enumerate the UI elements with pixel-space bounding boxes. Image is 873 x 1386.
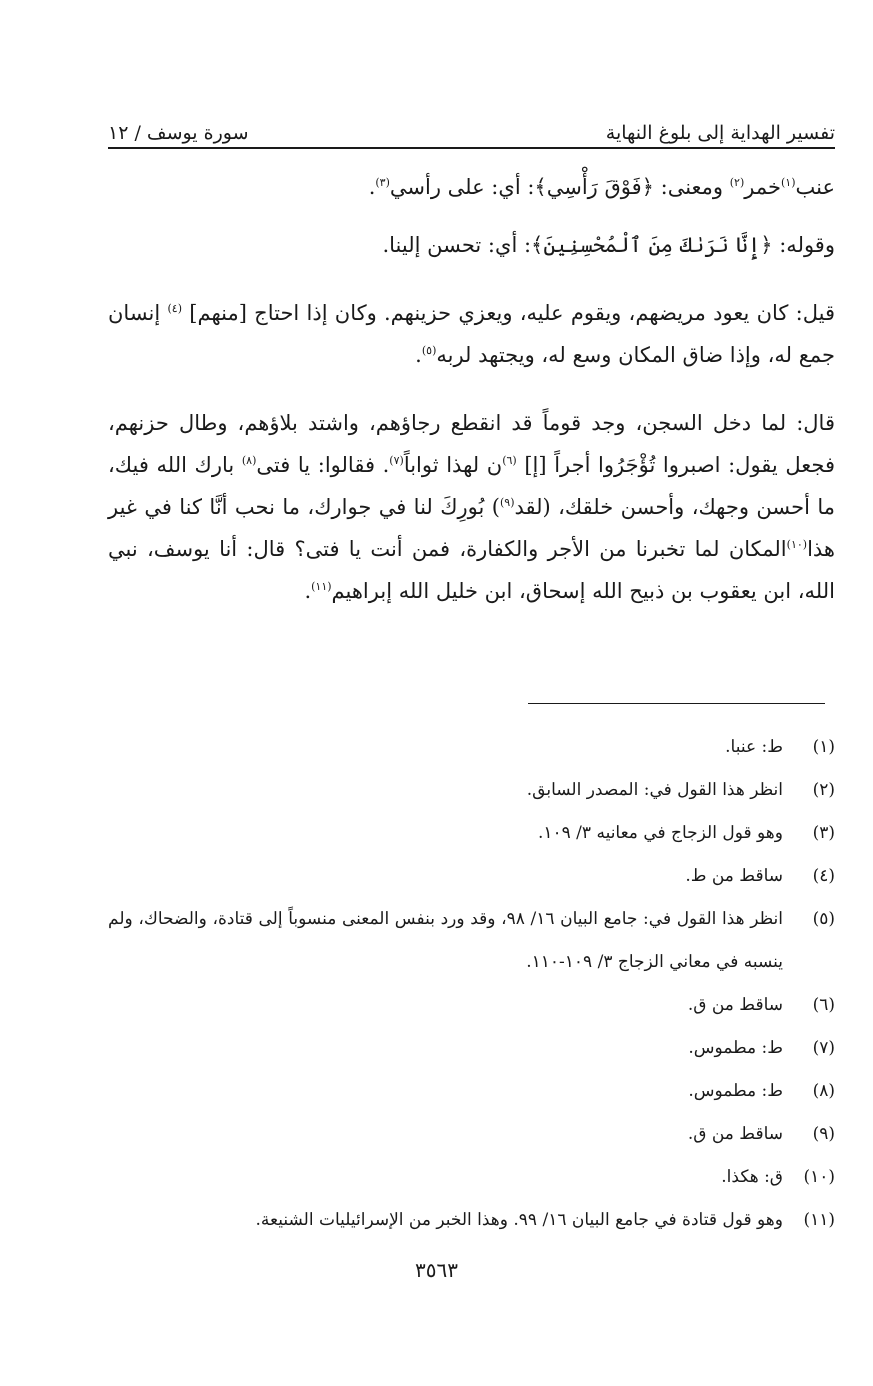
footnote <box>108 1113 835 1156</box>
footnote <box>108 769 835 812</box>
footnote <box>108 855 835 898</box>
footnote <box>108 726 835 769</box>
footnote <box>108 1156 835 1199</box>
footnote-ref: (١) <box>780 176 796 189</box>
footnote-number: (١) <box>812 737 835 757</box>
footnote-number: (٦) <box>812 995 835 1015</box>
footnote <box>108 1070 835 1113</box>
footnote-ref: (٢) <box>729 176 745 189</box>
running-header <box>108 104 835 144</box>
footnote-number: (١١) <box>803 1210 835 1230</box>
header-divider <box>108 147 835 149</box>
footnote-number: (١٠) <box>803 1167 835 1187</box>
footnote-text: انظر هذا القول في: المصدر السابق. <box>526 780 783 800</box>
footnote-ref: (٥) <box>421 344 437 357</box>
footnote-divider <box>528 703 825 704</box>
footnote-text: انظر هذا القول في: جامع البيان ١٦/ ٩٨، وقد ورد بنفس المعنى منسوباً إلى قتادة، والضحاك، ولم ينسبه في معاني الزجاج ٣/ ١٠٩-١١٠. <box>108 909 783 972</box>
footnote-ref: (٨) <box>241 454 257 467</box>
footnote-text: ط: مطموس. <box>688 1081 783 1101</box>
header-book-title: تفسير الهداية إلى بلوغ النهاية <box>605 122 835 144</box>
paragraph-3: قيل: كان يعود مريضهم، ويقوم عليه، ويعزي حزينهم. وكان إذا احتاج [منهم] $^{(٤)}$ إنسان جمع له، وإذا ضاق المكان وسع له، ويجتهد لربه$^{(٥)}$. <box>108 301 835 367</box>
footnote-ref: (٤) <box>167 302 183 315</box>
paragraph-4: قال: لما دخل السجن، وجد قوماً قد انقطع رجاؤهم، واشتد بلاؤهم، وطال حزنهم، فجعل يقول: اصبروا تُؤْجَرُوا أجراً [إ] $^{(٦)}$ن لهذا ثواباً$^{(٧)}$. فقالوا: يا فتى$^{(٨)}$ بارك الله فيك، ما أحسن وجهك، وأحسن خلقك، (لقد$^{(٩)}$) بُورِكَ لنا في جوارك، ما نحب أنَّا كنا في غير هذا$^{(١٠)}$المكان لما تخبرنا من الأجر والكفارة، فمن أنت يا فتى؟ قال: أنا يوسف، نبي الله، ابن يعقوب بن ذبيح الله إسحاق، ابن خليل الله إبراهيم$^{(١١)}$. <box>108 411 836 603</box>
footnote <box>108 1199 835 1242</box>
paragraph-2: وقوله: ﴿إِنَّا نَرَىٰكَ مِنَ ٱلْمُحْسِنِينَ﴾: أي: تحسن إلينا. <box>382 233 835 257</box>
page-number: ٣٥٦٣ <box>415 1258 458 1282</box>
footnote-number: (٨) <box>812 1081 835 1101</box>
main-text <box>108 166 835 612</box>
footnote-number: (٧) <box>812 1038 835 1058</box>
footnote <box>108 812 835 855</box>
header-surah-label: سورة يوسف / ١٢ <box>108 122 249 144</box>
paragraph-1: عنب$^{(١)}$خمر$^{(٢)}$ ومعنى: ﴿فَوْقَ رَأْسِي﴾: أي: على رأسي$^{(٣)}$. <box>368 175 835 199</box>
footnote-ref: (٦) <box>502 454 517 467</box>
footnote-ref: (١٠) <box>786 538 808 551</box>
footnote-text: وهو قول قتادة في جامع البيان ١٦/ ٩٩. وهذا الخبر من الإسرائيليات الشنيعة. <box>255 1210 783 1230</box>
footnote-number: (٣) <box>812 823 835 843</box>
footnote-ref: (٧) <box>389 454 404 467</box>
footnote-number: (٢) <box>812 780 835 800</box>
footnote-text: ساقط من ق. <box>687 995 783 1015</box>
footnote-ref: (٣) <box>375 176 390 189</box>
footnote-number: (٩) <box>812 1124 835 1144</box>
footnote <box>108 1027 835 1070</box>
footnote-ref: (٩) <box>499 496 515 509</box>
footnote-text: ساقط من ق. <box>687 1124 783 1144</box>
footnote-text: ساقط من ط. <box>685 866 783 886</box>
footnote-text: ط: عنبا. <box>725 737 783 757</box>
quran-verse: إِنَّا نَرَىٰكَ مِنَ ٱلْمُحْسِنِينَ <box>543 233 761 257</box>
footnote-ref: (١١) <box>311 580 332 593</box>
footnote-number: (٥) <box>812 909 835 929</box>
footnote <box>108 984 835 1027</box>
footnotes-list <box>108 726 835 1242</box>
footnote-text: وهو قول الزجاج في معانيه ٣/ ١٠٩. <box>537 823 783 843</box>
quran-verse: فَوْقَ رَأْسِي <box>546 175 642 199</box>
footnote-number: (٤) <box>812 866 835 886</box>
footnote-text: ق: هكذا. <box>721 1167 783 1187</box>
footnote-text: ط: مطموس. <box>688 1038 783 1058</box>
footnote <box>108 898 835 984</box>
